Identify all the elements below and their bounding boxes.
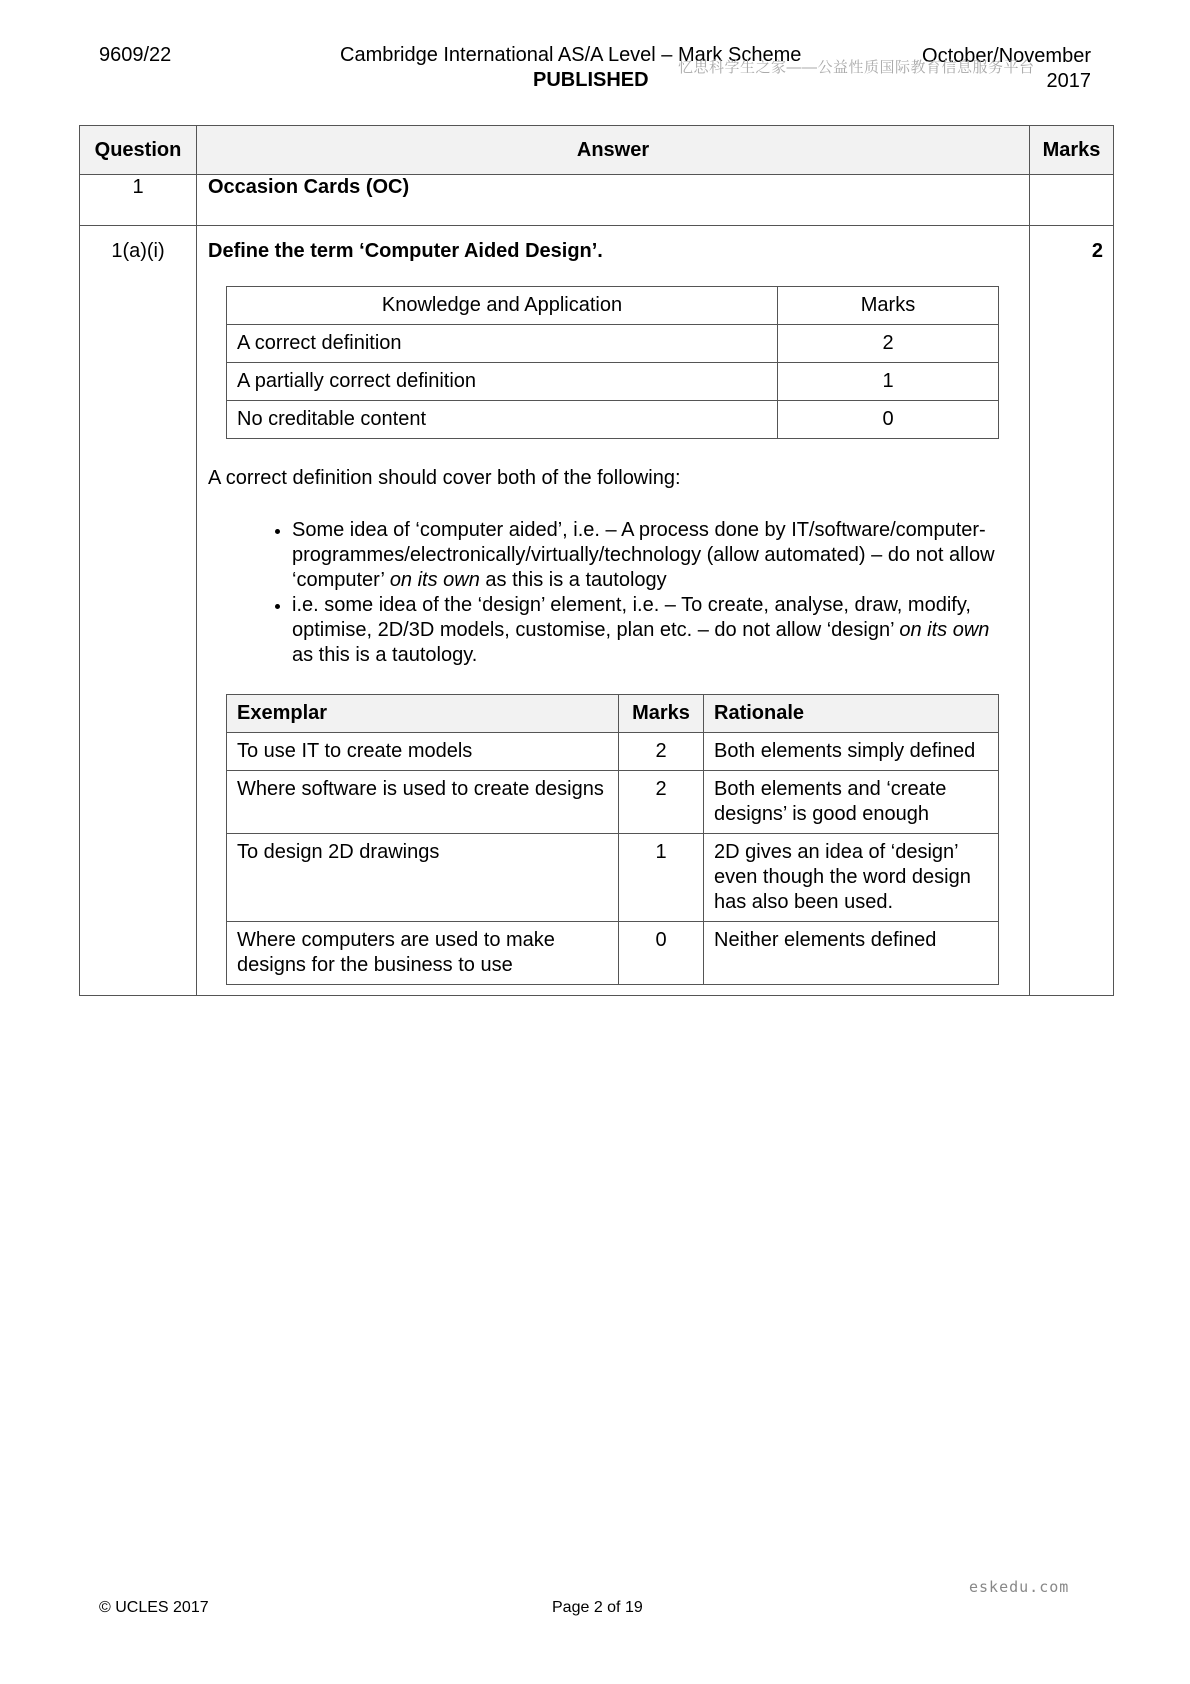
section-row [80, 175, 1114, 226]
section-number: 1 [80, 175, 197, 226]
knowledge-header-row [227, 287, 999, 325]
table-header-row [80, 126, 1114, 175]
exemplar-rationale: Both elements simply defined [704, 733, 999, 771]
criterion-emphasis: on its own [899, 619, 990, 641]
exemplar-table [226, 694, 999, 985]
question-marks: 2 [1030, 226, 1114, 996]
section-marks [1030, 175, 1114, 226]
knowledge-mark: 1 [778, 363, 999, 401]
table-row [227, 733, 999, 771]
site-watermark: eskedu.com [969, 1578, 1070, 1596]
criterion-emphasis: on its own [389, 569, 480, 591]
published-label: PUBLISHED [533, 69, 649, 91]
copyright: © UCLES 2017 [99, 1599, 209, 1616]
question-number: 1(a)(i) [80, 226, 197, 996]
section-title: Occasion Cards (OC) [197, 175, 1030, 226]
exemplar-answer: To design 2D drawings [227, 834, 619, 922]
list-item [292, 518, 1011, 593]
table-row [227, 363, 999, 401]
exemplar-mark: 2 [619, 771, 704, 834]
exemplar-answer: Where computers are used to make designs for the business to use [227, 922, 619, 985]
paper-code: 9609/22 [99, 44, 172, 66]
exemplar-header: Exemplar [227, 695, 619, 733]
exemplar-rationale: 2D gives an idea of ‘design’ even though the word design has also been used. [704, 834, 999, 922]
knowledge-mark: 0 [778, 401, 999, 439]
criterion-text-end: as this is a tautology. [292, 644, 478, 666]
knowledge-descriptor: A partially correct definition [227, 363, 778, 401]
exemplar-rationale: Both elements and ‘create designs’ is good enough [704, 771, 999, 834]
criterion-text: Some idea of ‘computer aided’, i.e. – A process done by IT/software/computer-programmes/electronically/virtually/technology (allow automated) – do not allow ‘computer’ [292, 519, 995, 591]
definition-intro: A correct definition should cover both of the following: [208, 467, 681, 489]
mark-scheme-table [79, 125, 1114, 996]
watermark-text: 忆思科学生之家——公益性质国际教育信息服务平台 [678, 59, 1035, 76]
page-number: Page 2 of 19 [552, 1599, 643, 1616]
exemplar-mark: 1 [619, 834, 704, 922]
table-row [227, 922, 999, 985]
knowledge-descriptor: No creditable content [227, 401, 778, 439]
knowledge-header-col1: Knowledge and Application [227, 287, 778, 325]
criterion-text: i.e. some idea of the ‘design’ element, i.e. – To create, analyse, draw, modify, optimise, 2D/3D models, customise, plan etc. – do not allow ‘design’ [292, 594, 971, 641]
exemplar-marks-header: Marks [619, 695, 704, 733]
question-row [80, 226, 1114, 996]
table-row [227, 325, 999, 363]
marks-header: Marks [1030, 126, 1114, 175]
question-prompt: Define the term ‘Computer Aided Design’. [208, 240, 603, 262]
exam-session-month: October/November [922, 45, 1091, 67]
answer-cell [197, 226, 1030, 996]
list-item [292, 593, 1011, 668]
answer-header: Answer [197, 126, 1030, 175]
exemplar-rationale: Neither elements defined [704, 922, 999, 985]
exemplar-answer: To use IT to create models [227, 733, 619, 771]
table-row [227, 401, 999, 439]
document-title: Cambridge International AS/A Level – Mark Scheme [340, 44, 802, 66]
knowledge-header-col2: Marks [778, 287, 999, 325]
exam-session-year: 2017 [1046, 70, 1091, 92]
exemplar-mark: 2 [619, 733, 704, 771]
criteria-list [208, 518, 1011, 668]
table-row [227, 771, 999, 834]
question-header: Question [80, 126, 197, 175]
exemplar-mark: 0 [619, 922, 704, 985]
knowledge-descriptor: A correct definition [227, 325, 778, 363]
knowledge-mark: 2 [778, 325, 999, 363]
exemplar-header-row [227, 695, 999, 733]
knowledge-table [226, 286, 999, 439]
table-row [227, 834, 999, 922]
exemplar-answer: Where software is used to create designs [227, 771, 619, 834]
criterion-text-end: as this is a tautology [479, 569, 667, 591]
exemplar-rationale-header: Rationale [704, 695, 999, 733]
